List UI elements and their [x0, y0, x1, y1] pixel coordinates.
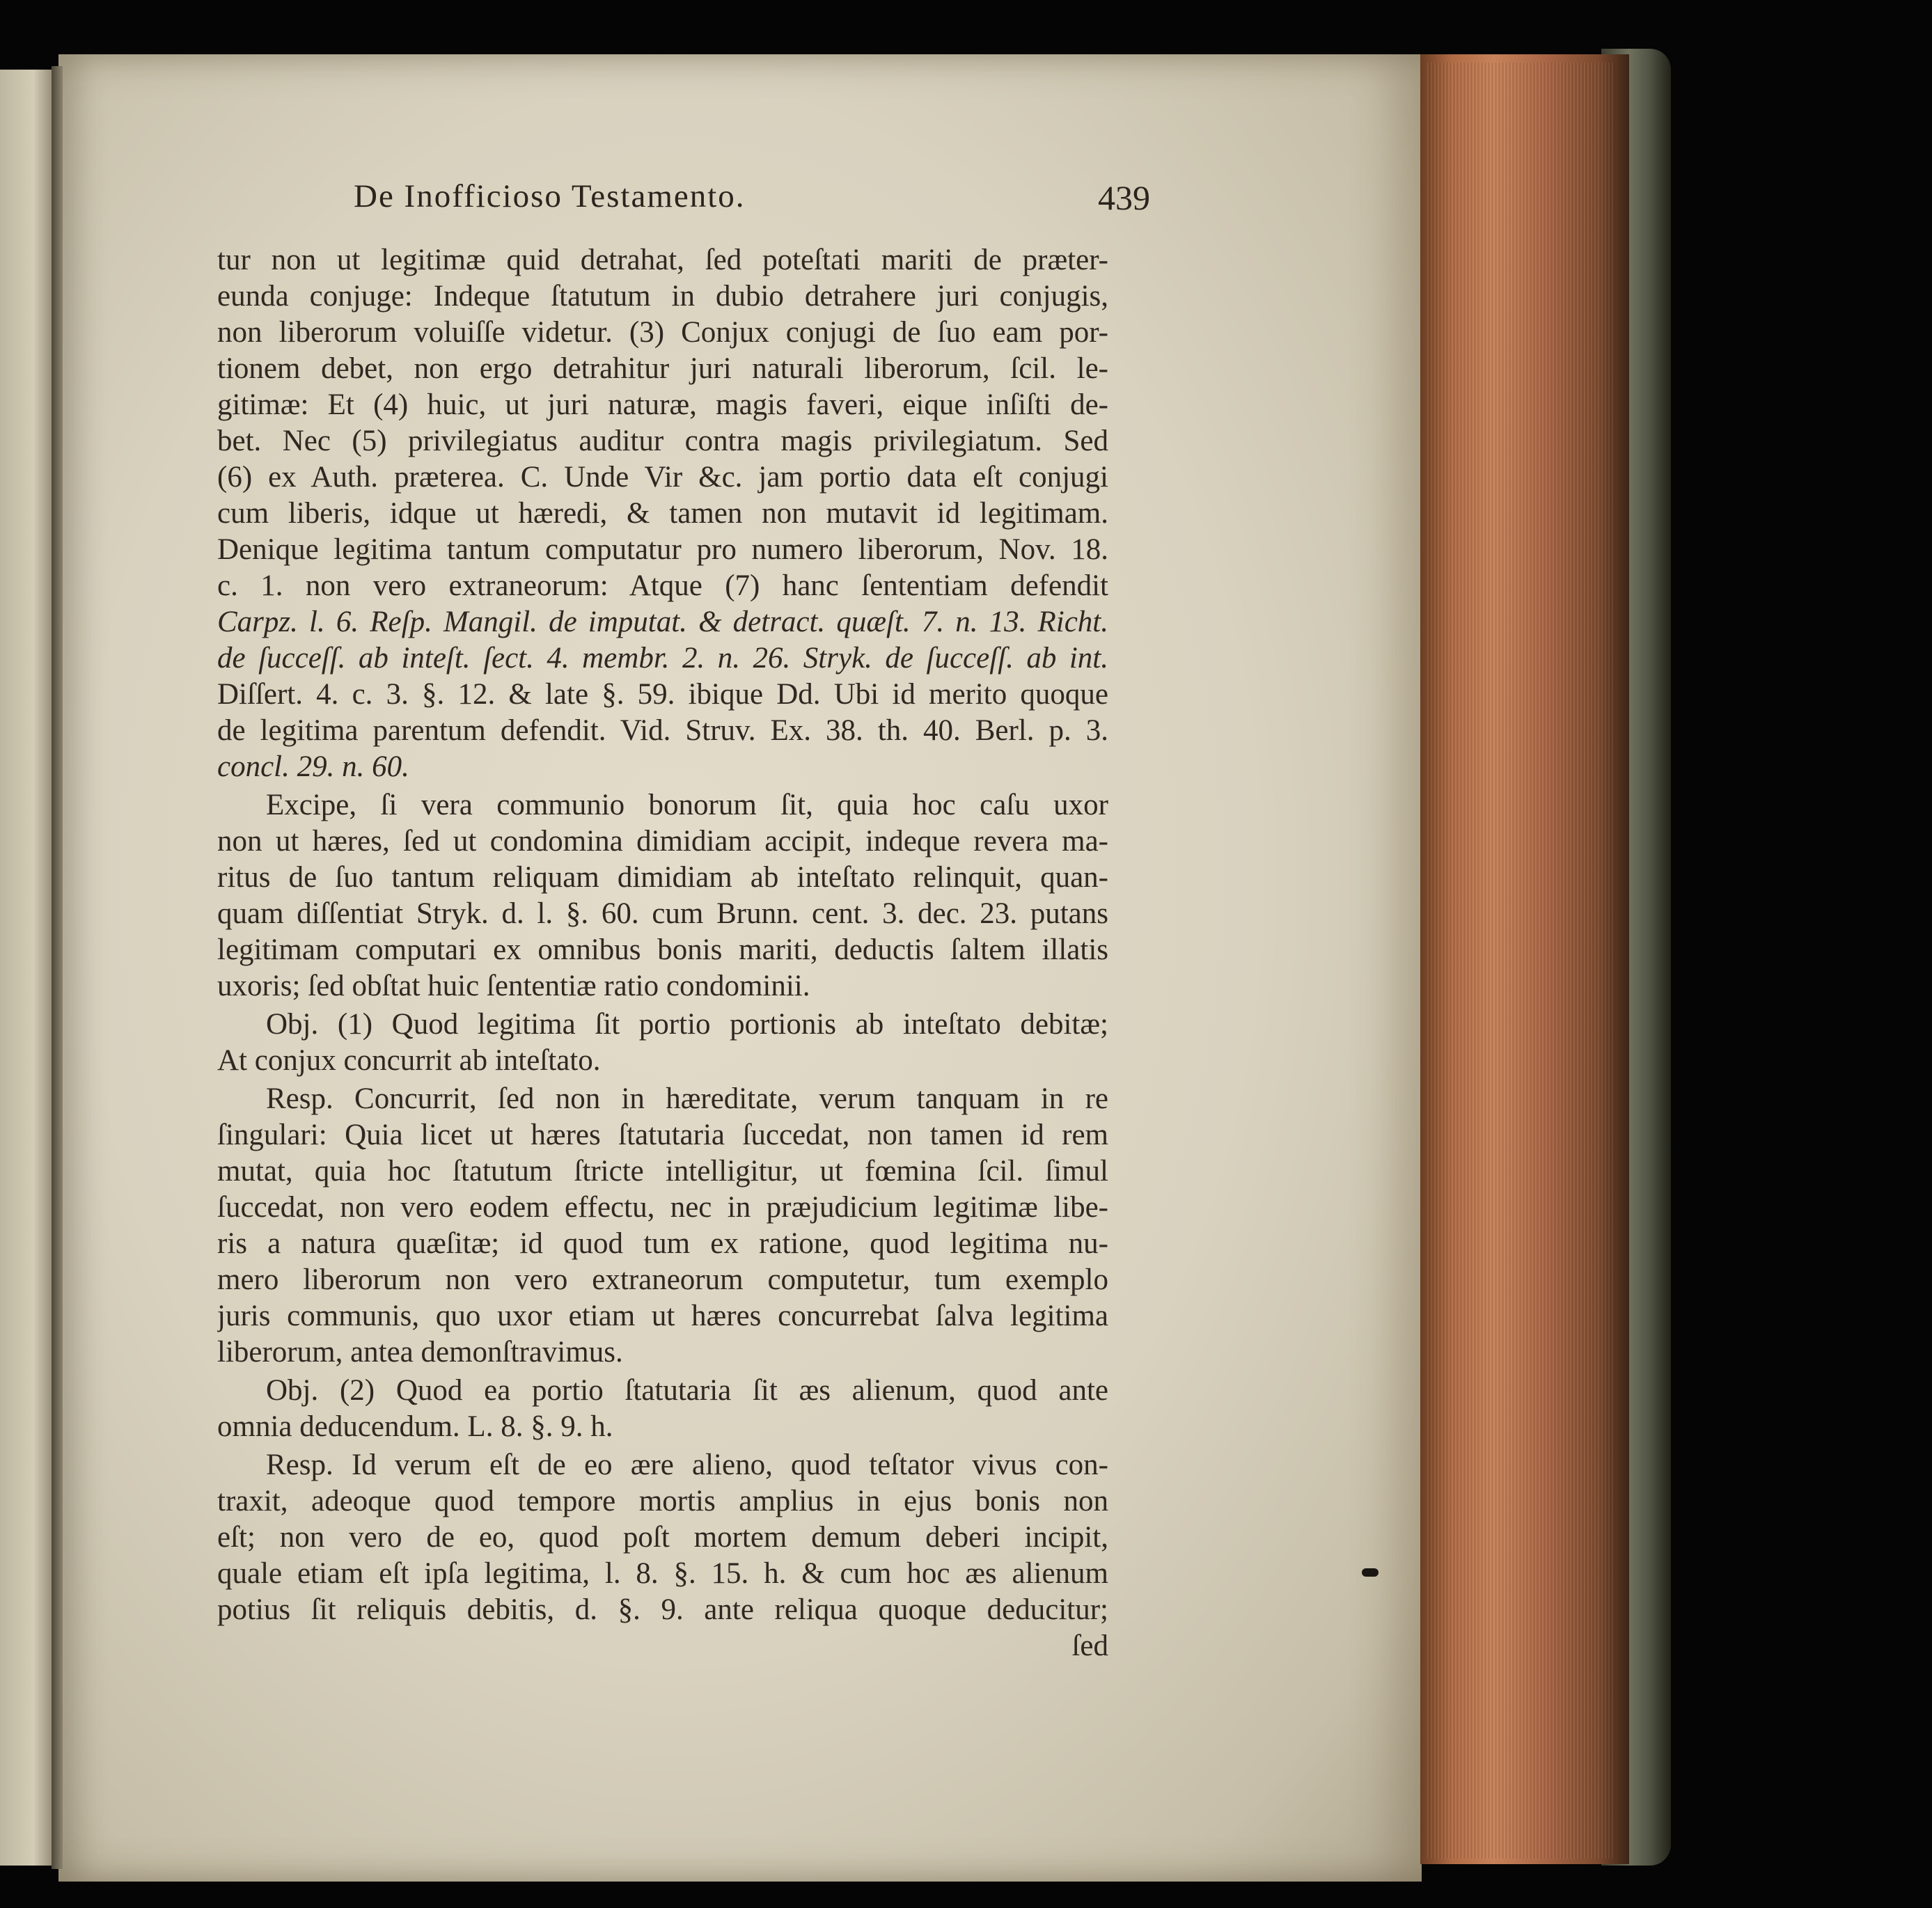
text-line: traxit, adeoque quod tempore mortis amplius in ejus bonis non: [217, 1485, 1108, 1517]
text-line: omnia deducendum. L. 8. §. 9. h.: [217, 1410, 613, 1443]
text-line: ritus de ſuo tantum reliquam dimidiam ab inteſtato relinquit, quan-: [217, 861, 1108, 894]
text-line: liberorum, antea demonſtravimus.: [217, 1336, 623, 1369]
text-line: ſuccedat, non vero eodem effectu, nec in præjudicium legitimæ libe-: [217, 1191, 1108, 1224]
text-line: Obj. (1) Quod legitima ſit portio portionis ab inteſtato debitæ;: [266, 1008, 1108, 1041]
page-edge-texture: [1427, 63, 1615, 1859]
binding-gutter: [52, 66, 63, 1869]
page-number: 439: [1098, 178, 1150, 217]
text-line: de legitima parentum defendit. Vid. Struv. Ex. 38. th. 40. Berl. p. 3.: [217, 714, 1108, 747]
text-line: quam diſſentiat Stryk. d. l. §. 60. cum Brunn. cent. 3. dec. 23. putans: [217, 897, 1108, 930]
previous-page-edge: [0, 70, 56, 1866]
text-line: quale etiam eſt ipſa legitima, l. 8. §. 15. h. & cum hoc æs alienum: [217, 1557, 1108, 1590]
text-line: Carpz. l. 6. Reſp. Mangil. de imputat. & detract. quæſt. 7. n. 13. Richt.: [217, 606, 1108, 638]
text-line: mero liberorum non vero extraneorum computetur, tum exemplo: [217, 1263, 1108, 1296]
text-line: Diſſert. 4. c. 3. §. 12. & late §. 59. ibique Dd. Ubi id merito quoque: [217, 678, 1108, 711]
text-line: At conjux concurrit ab inteſtato.: [217, 1044, 601, 1077]
text-line: de ſucceſſ. ab inteſt. ſect. 4. membr. 2. n. 26. Stryk. de ſucceſſ. ab int.: [217, 642, 1108, 675]
text-line: tionem debet, non ergo detrahitur juri naturali liberorum, ſcil. le-: [217, 352, 1108, 385]
text-line: mutat, quia hoc ſtatutum ſtricte intelligitur, ut fœmina ſcil. ſimul: [217, 1155, 1108, 1188]
text-line: Excipe, ſi vera communio bonorum ſit, quia hoc caſu uxor: [266, 789, 1108, 821]
text-line: uxoris; ſed obſtat huic ſententiæ ratio condominii.: [217, 970, 810, 1002]
text-line: cum liberis, idque ut hæredi, & tamen non mutavit id legitimam.: [217, 497, 1108, 530]
catchword: ſed: [1071, 1630, 1108, 1662]
text-line: gitimæ: Et (4) huic, ut juri naturæ, magis faveri, eique inſiſti de-: [217, 388, 1108, 421]
ink-mark: [1362, 1568, 1379, 1577]
text-line: Obj. (2) Quod ea portio ſtatutaria ſit æs alienum, quod ante: [266, 1374, 1108, 1407]
text-line: non liberorum voluiſſe videtur. (3) Conjux conjugi de ſuo eam por-: [217, 316, 1108, 349]
text-line: potius ſit reliquis debitis, d. §. 9. ante reliqua quoque deducitur;: [217, 1593, 1108, 1626]
text-line: Resp. Id verum eſt de eo ære alieno, quod teſtator vivus con-: [266, 1449, 1108, 1481]
text-line: juris communis, quo uxor etiam ut hæres concurrebat ſalva legitima: [217, 1300, 1108, 1332]
text-line: concl. 29. n. 60.: [217, 750, 409, 783]
text-line: c. 1. non vero extraneorum: Atque (7) hanc ſententiam defendit: [217, 569, 1108, 602]
text-line: bet. Nec (5) privilegiatus auditur contra magis privilegiatum. Sed: [217, 425, 1108, 457]
text-line: Resp. Concurrit, ſed non in hæreditate, verum tanquam in re: [266, 1082, 1108, 1115]
text-line: non ut hæres, ſed ut condomina dimidiam accipit, indeque revera ma-: [217, 825, 1108, 858]
text-line: Denique legitima tantum computatur pro numero liberorum, Nov. 18.: [217, 533, 1108, 566]
text-line: ris a natura quæſitæ; id quod tum ex ratione, quod legitima nu-: [217, 1227, 1108, 1260]
text-line: legitimam computari ex omnibus bonis mariti, deductis ſaltem illatis: [217, 933, 1108, 966]
text-line: eſt; non vero de eo, quod poſt mortem demum deberi incipit,: [217, 1521, 1108, 1554]
text-line: ſingulari: Quia licet ut hæres ſtatutaria ſuccedat, non tamen id rem: [217, 1119, 1108, 1151]
text-line: (6) ex Auth. præterea. C. Unde Vir &c. jam portio data eſt conjugi: [217, 461, 1108, 494]
text-line: tur non ut legitimæ quid detrahat, ſed poteſtati mariti de præter-: [217, 244, 1108, 276]
text-line: eunda conjuge: Indeque ſtatutum in dubio detrahere juri conjugis,: [217, 280, 1108, 313]
running-head: De Inofficioso Testamento.: [354, 178, 746, 214]
